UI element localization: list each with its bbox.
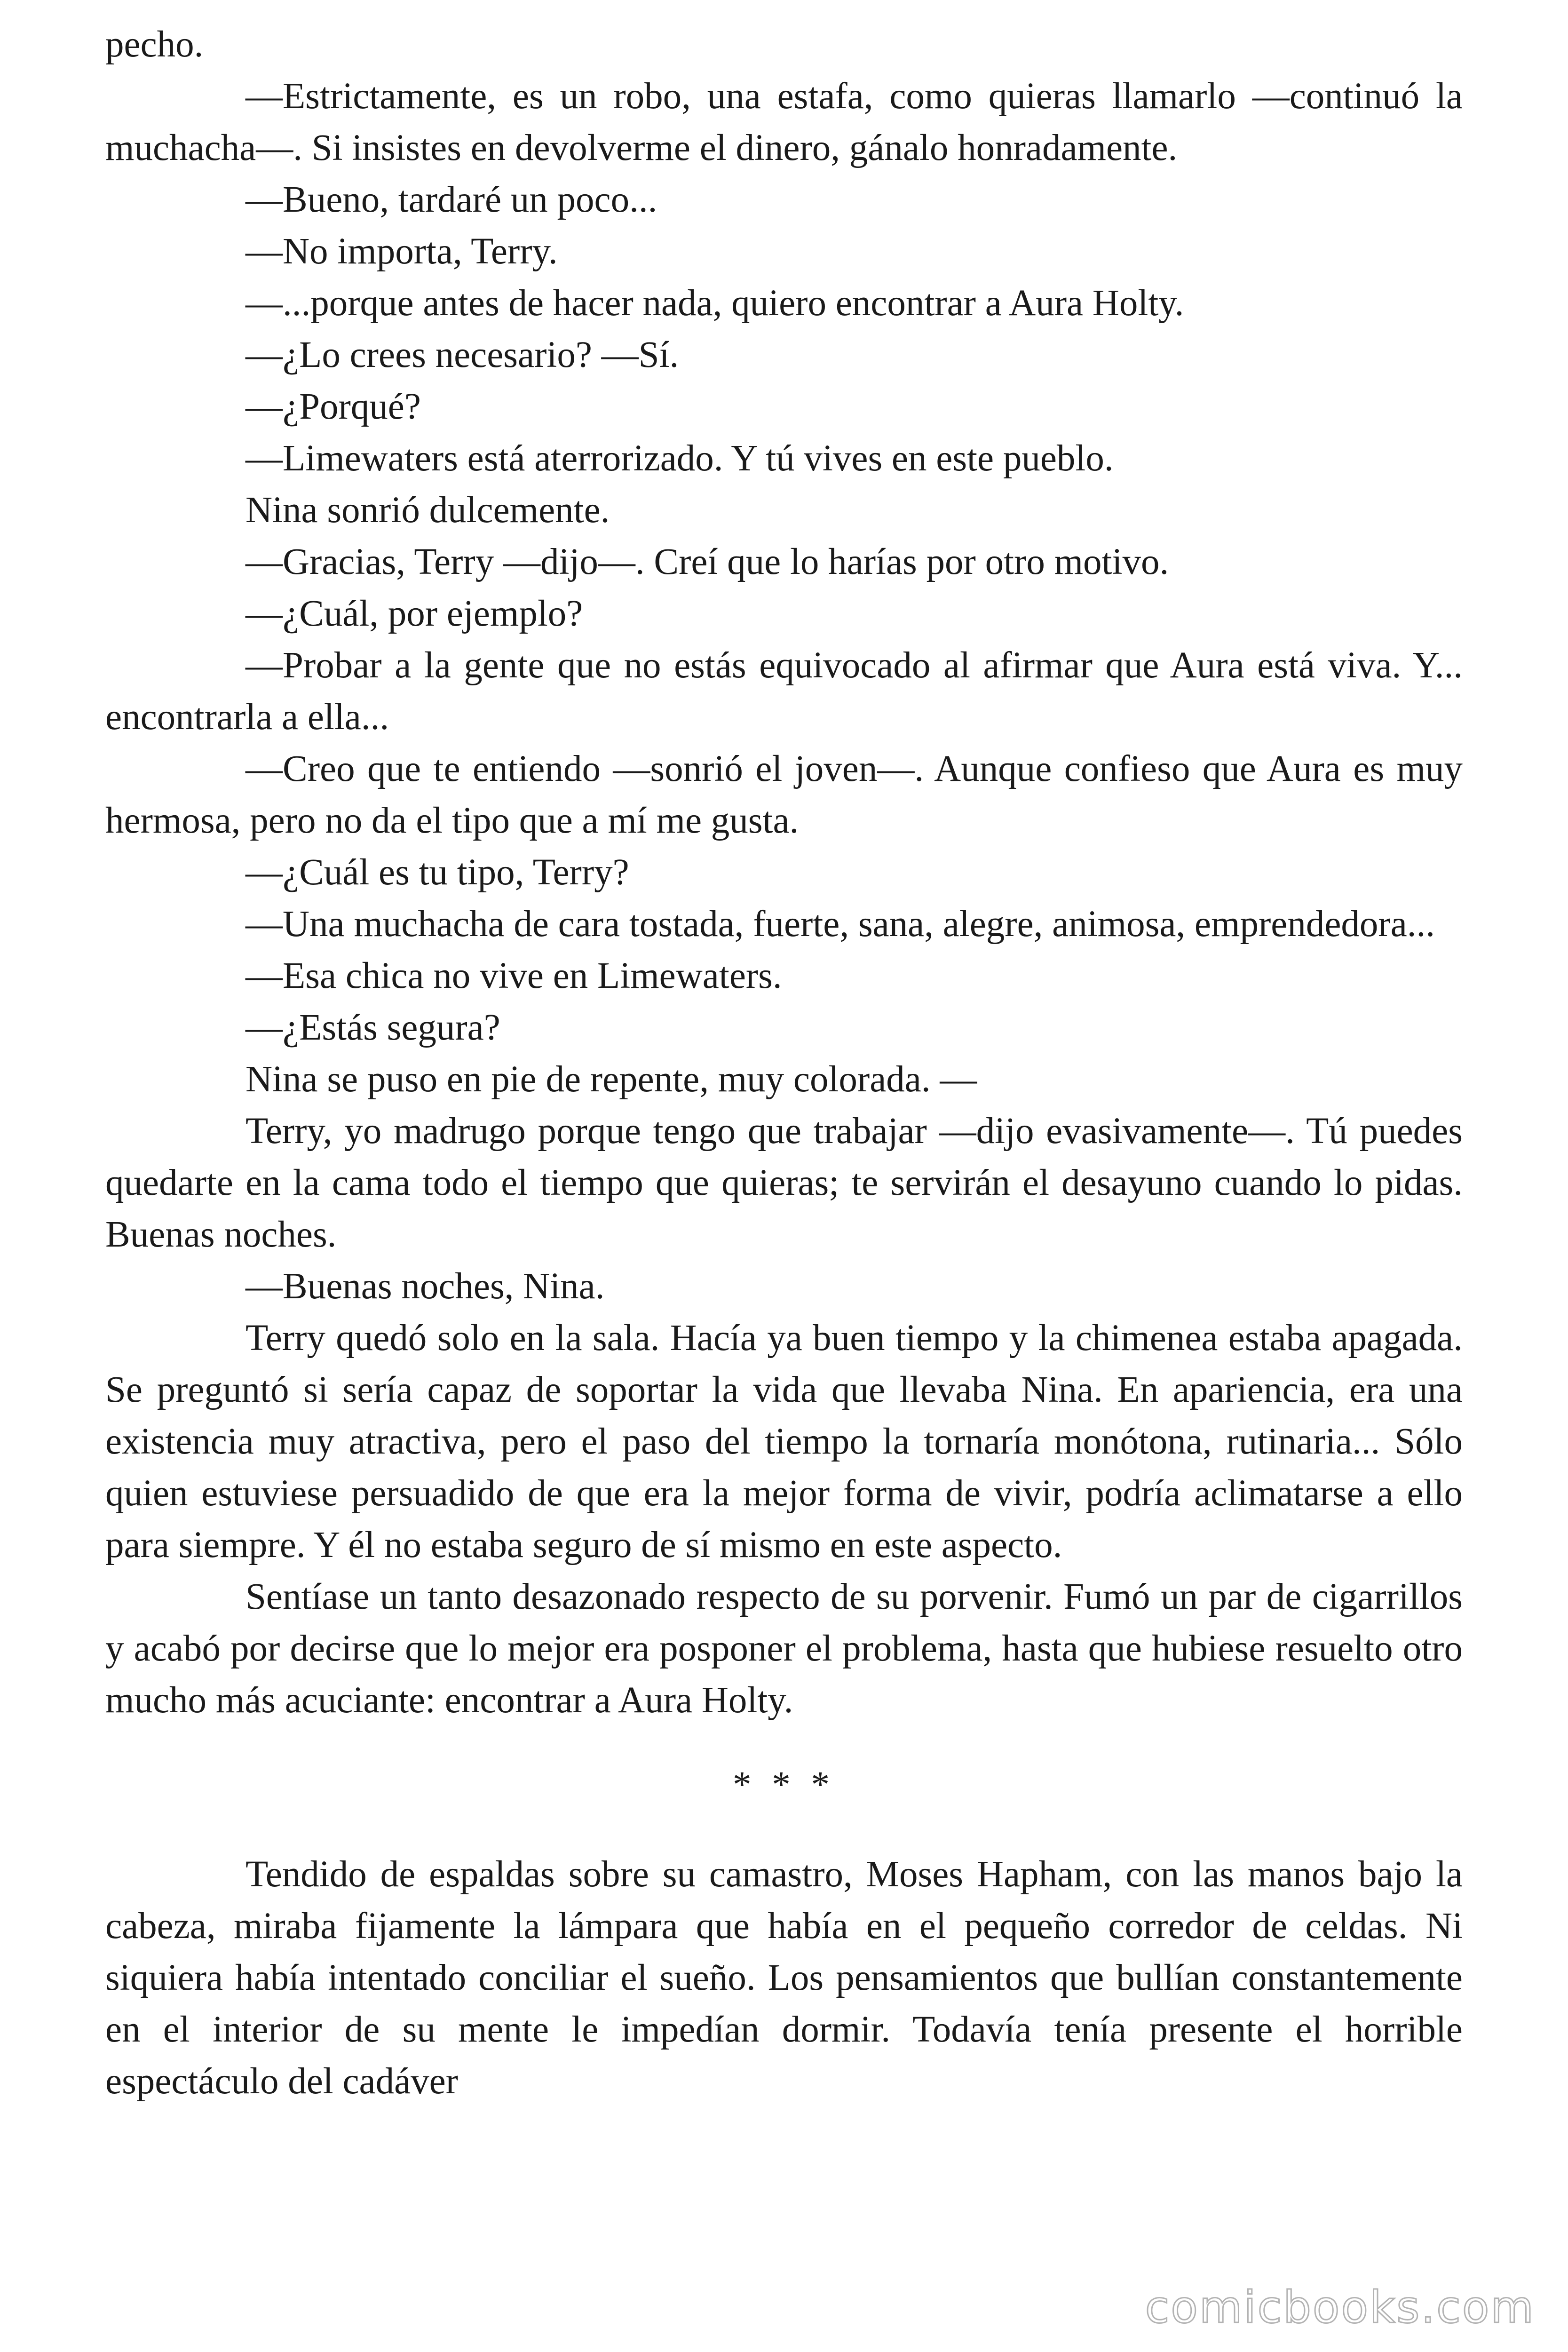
paragraph: —¿Porqué? [245,386,421,427]
paragraph: —...porque antes de hacer nada, quiero encontrar a Aura Holty. [245,283,1184,324]
paragraph: —Bueno, tardaré un poco... [245,179,657,220]
paragraph: —Probar a la gente que no estás equivocado al afirmar que Aura está viva. Y... encontrarla a ella... [105,645,1463,738]
paragraph: —No importa, Terry. [245,231,558,272]
body-text [105,19,1463,2107]
section-separator: * * * [733,1764,835,1805]
paragraph: —¿Lo crees necesario? —Sí. [245,334,679,375]
paragraph: —Buenas noches, Nina. [245,1266,605,1307]
paragraph: —Gracias, Terry —dijo—. Creí que lo harías por otro motivo. [245,541,1169,582]
paragraph: —¿Cuál, por ejemplo? [245,593,583,634]
watermark-logo: comicbooks.com [1145,2282,1535,2333]
paragraph: —Una muchacha de cara tostada, fuerte, sana, alegre, animosa, emprendedora... [245,904,1435,945]
paragraph: —Limewaters está aterrorizado. Y tú vives en este pueblo. [245,438,1114,479]
paragraph: —¿Cuál es tu tipo, Terry? [245,852,629,893]
paragraph: Nina se puso en pie de repente, muy colorada. — [245,1059,977,1100]
paragraph: Terry, yo madrugo porque tengo que trabajar —dijo evasivamente—. Tú puedes quedarte en la cama todo el tiempo que quieras; te servirán el desayuno cuando lo pidas. Buenas noches. [105,1111,1463,1255]
paragraph: Nina sonrió dulcemente. [245,490,610,531]
paragraph: Terry quedó solo en la sala. Hacía ya buen tiempo y la chimenea estaba apagada. Se preguntó si sería capaz de soportar la vida que llevaba Nina. En apariencia, era una existencia muy atractiva, pero el paso del tiempo la tornaría monótona, rutinaria... Sólo quien estuviese persuadido de que era la mejor forma de vivir, podría aclimatarse a ello para siempre. Y él no estaba seguro de sí mismo en este aspecto. [105,1318,1463,1565]
paragraph: —Estrictamente, es un robo, una estafa, como quieras llamarlo —continuó la muchacha—. Si insistes en devolverme el dinero, gánalo honradamente. [105,76,1463,168]
paragraph: —¿Estás segura? [245,1007,500,1048]
paragraph: Sentíase un tanto desazonado respecto de su porvenir. Fumó un par de cigarrillos y acabó por decirse que lo mejor era posponer el problema, hasta que hubiese resuelto otro mucho más acuciante: encontrar a Aura Holty. [105,1576,1463,1721]
paragraph: —Creo que te entiendo —sonrió el joven—. Aunque confieso que Aura es muy hermosa, pero no da el tipo que a mí me gusta. [105,748,1463,841]
paragraph: —Esa chica no vive en Limewaters. [245,955,782,996]
paragraph: Tendido de espaldas sobre su camastro, Moses Hapham, con las manos bajo la cabeza, miraba fijamente la lámpara que había en el pequeño corredor de celdas. Ni siquiera había intentado conciliar el sueño. Los pensamientos que bullían constantemente en el interior de su mente le impedían dormir. Todavía tenía presente el horrible espectáculo del cadáver [105,1854,1463,2102]
paragraph-continuation: pecho. [105,24,204,65]
